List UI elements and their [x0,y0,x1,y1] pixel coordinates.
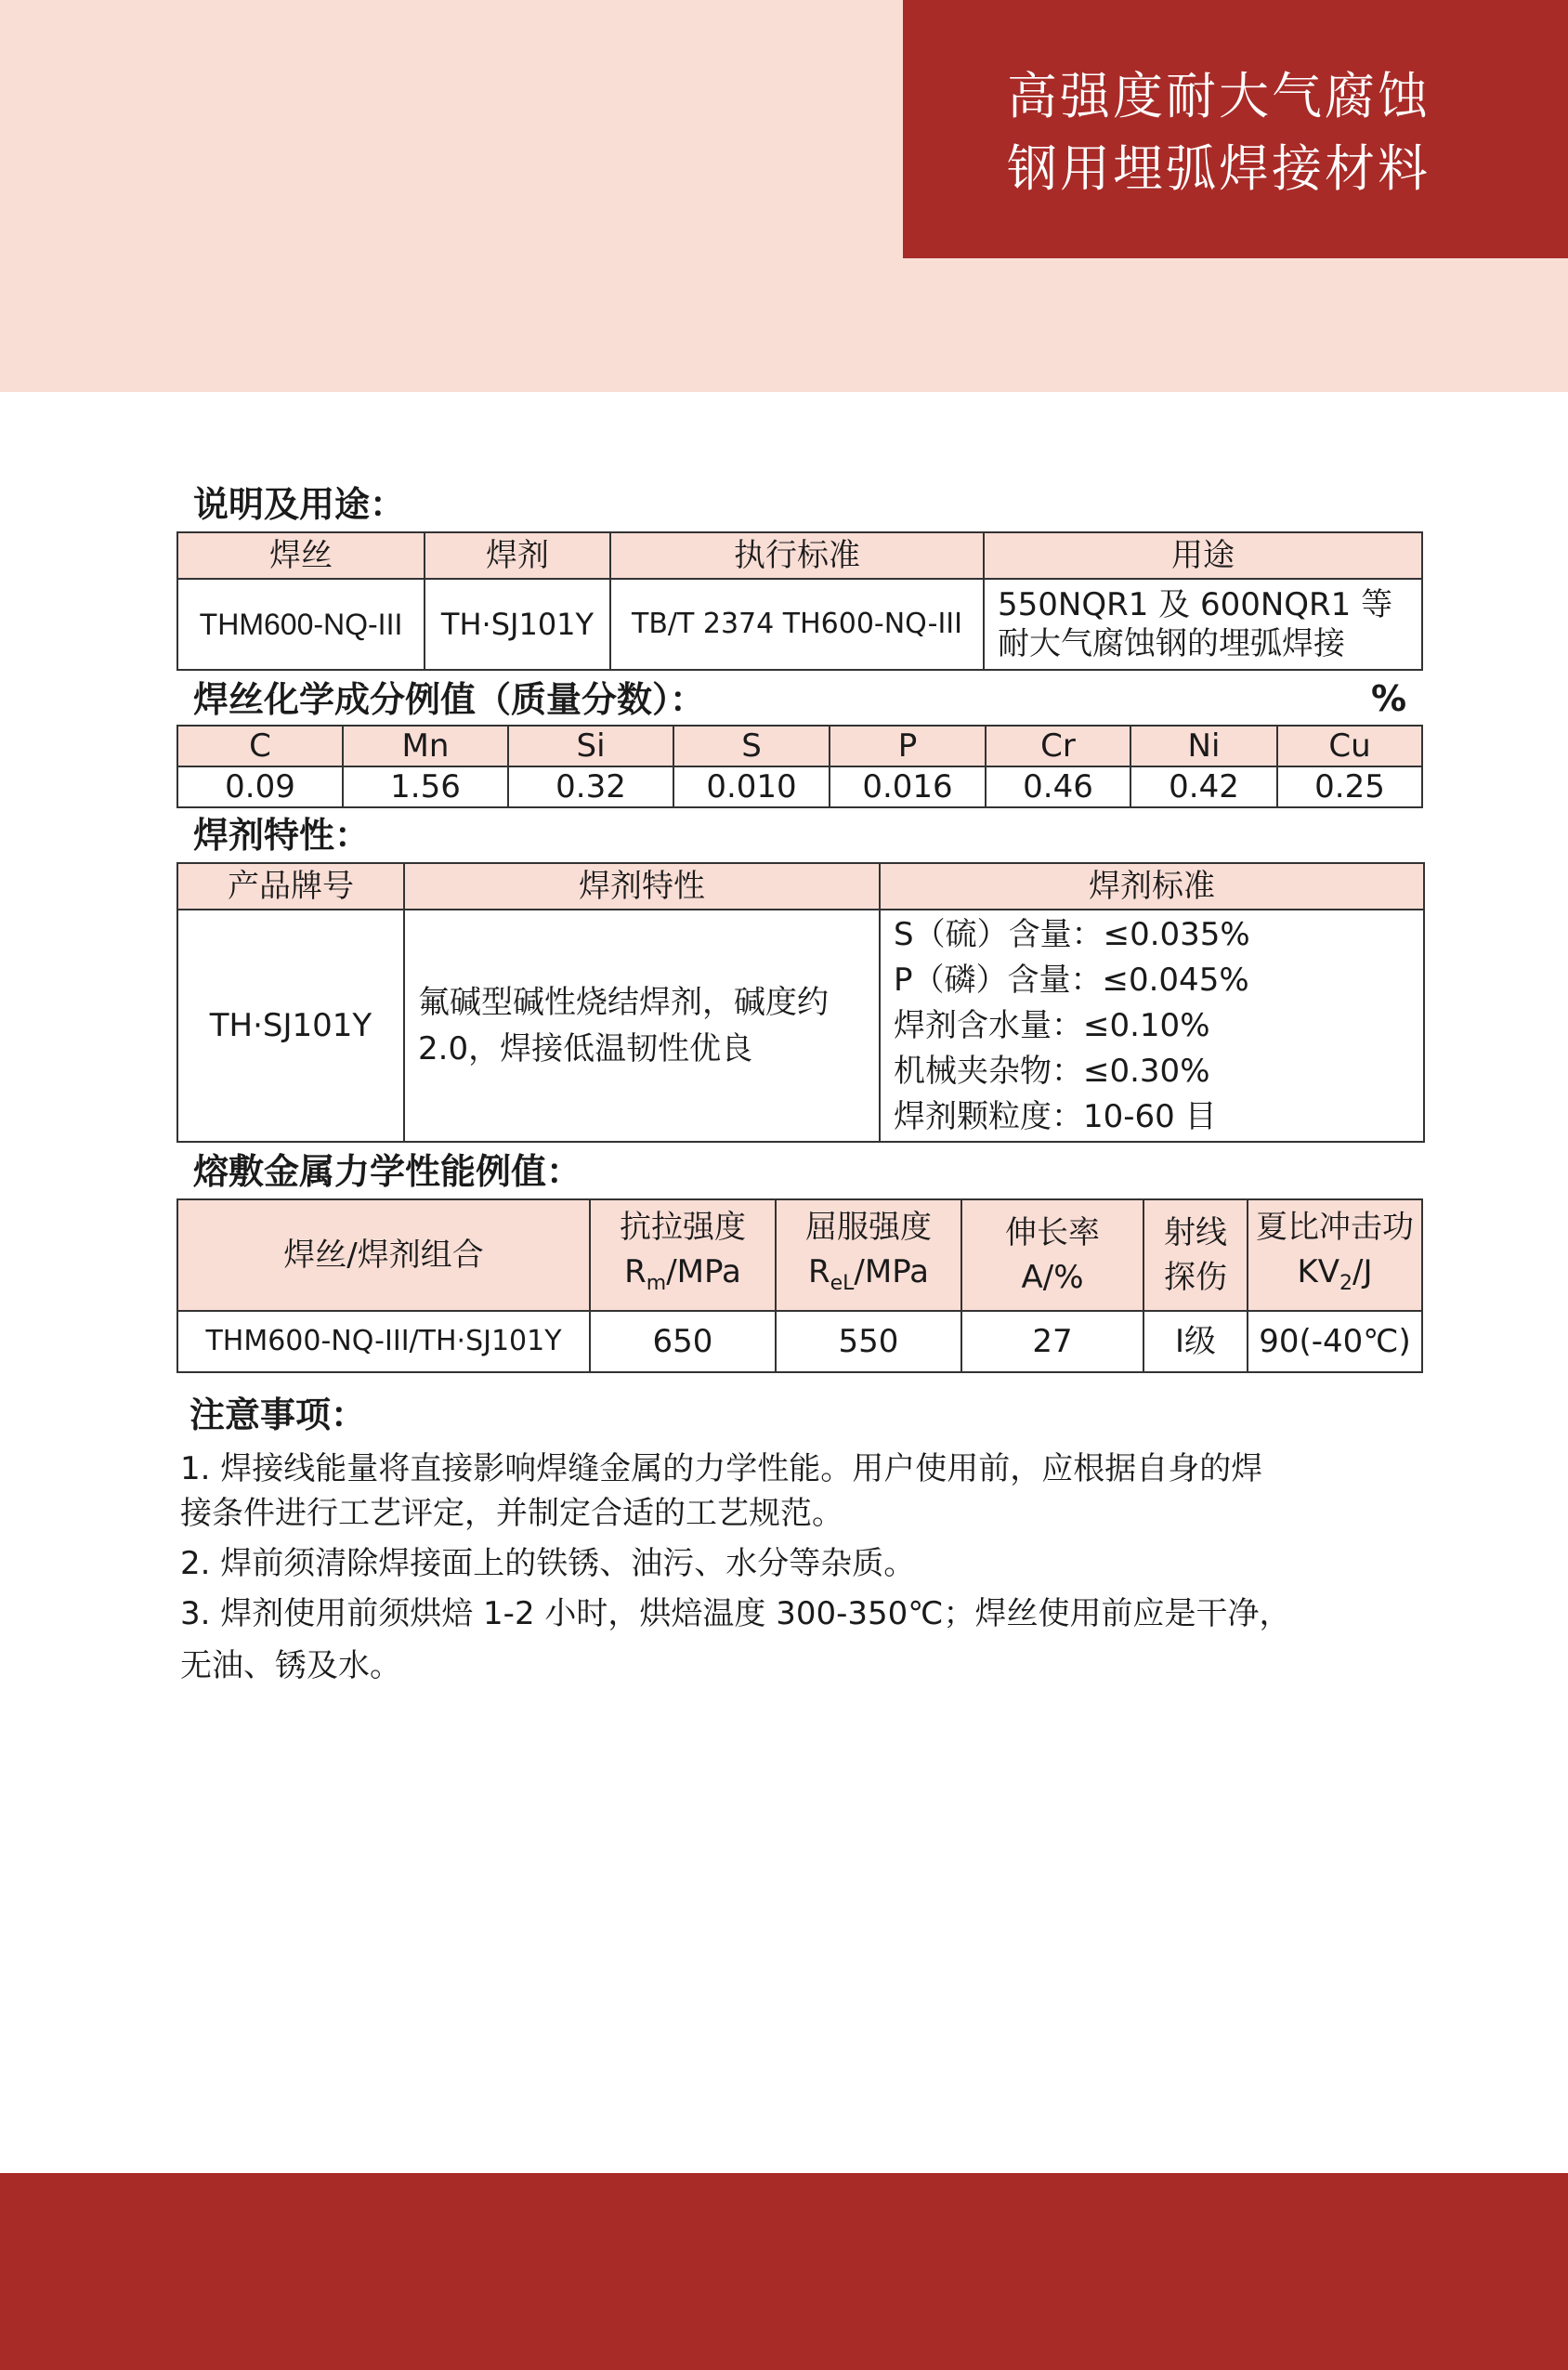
yield-symbol: R [807,1252,830,1290]
mech-impact: 90(-40℃) [1248,1311,1422,1372]
usage-standard: TB/T 2374 TH600-NQ-III [610,579,984,670]
mech-header-yield [776,1199,961,1311]
mech-header-xray-line-2: 探伤 [1164,1259,1227,1296]
flux-standards [880,910,1424,1142]
usage-header-wire: 焊丝 [177,532,425,579]
impact-subscript: 2 [1339,1271,1353,1295]
mech-header-tensile-label: 抗拉强度 [620,1208,746,1246]
mech-yield: 550 [776,1311,961,1372]
flux-property [404,910,880,1142]
usage-header-purpose: 用途 [984,532,1422,579]
title-box [903,0,1568,258]
usage-purpose-line-2: 耐大气腐蚀钢的埋弧焊接 [998,625,1345,662]
chem-value-p: 0.016 [830,766,986,807]
footer-band [0,2173,1568,2370]
chem-unit: % [1371,678,1407,719]
impact-unit-text: /J [1352,1252,1373,1290]
mech-header-impact [1248,1199,1422,1311]
flux-property-line-2: 2.0，焊接低温韧性优良 [418,1030,753,1067]
chem-element-mn: Mn [343,726,508,766]
mech-combo: THM600-NQ-III/TH·SJ101Y [177,1311,590,1372]
impact-symbol: KV [1297,1252,1340,1290]
yield-unit-text: /MPa [854,1252,930,1290]
mech-header-xray [1143,1199,1248,1311]
mech-tensile: 650 [590,1311,776,1372]
chem-element-ni: Ni [1130,726,1277,766]
flux-heading: 焊剂特性： [193,815,371,856]
note-3-line-1: 3. 焊剂使用前须烘焙 1-2 小时，烘焙温度 300-350℃；焊丝使用前应是干净， [180,1595,1291,1632]
flux-property-line-1: 氟碱型碱性烧结焊剂，碱度约 [418,984,829,1021]
usage-header-standard: 执行标准 [610,532,984,579]
usage-purpose-line-1: 550NQR1 及 600NQR1 等 [998,586,1393,623]
chem-element-c: C [177,726,343,766]
tensile-subscript: m [646,1271,667,1295]
note-1-line-2: 接条件进行工艺评定，并制定合适的工艺规范。 [180,1495,843,1532]
mech-header-yield-label: 屈服强度 [805,1208,932,1246]
title-line-1: 高强度耐大气腐蚀 [1007,67,1431,125]
chem-element-p: P [830,726,986,766]
mech-header-elongation-unit: A/% [1021,1259,1084,1296]
yield-subscript: eL [830,1271,855,1295]
notes-heading: 注意事项： [189,1395,367,1435]
mech-header-tensile-unit [591,1250,775,1306]
mech-header-tensile [590,1199,776,1311]
mech-header-impact-label: 夏比冲击功 [1256,1208,1414,1246]
title-line-2: 钢用埋弧焊接材料 [1007,139,1431,198]
mech-header-xray-line-1: 射线 [1164,1214,1227,1251]
mech-header-yield-unit [777,1250,960,1306]
usage-heading: 说明及用途： [193,484,406,525]
mech-header-combo: 焊丝/焊剂组合 [177,1199,590,1311]
mech-table [176,1198,1423,1373]
note-3-line-2: 无油、锈及水。 [180,1647,401,1684]
mech-heading: 熔敷金属力学性能例值： [193,1151,582,1192]
chem-element-si: Si [508,726,673,766]
chem-value-cu: 0.25 [1277,766,1422,807]
usage-wire: THM600-NQ-III [177,579,425,670]
flux-header-product: 产品牌号 [177,863,404,910]
usage-table [176,531,1423,671]
chem-value-mn: 1.56 [343,766,508,807]
chem-element-cr: Cr [986,726,1130,766]
usage-header-flux: 焊剂 [425,532,610,579]
mech-header-impact-unit [1248,1250,1421,1306]
flux-standard-phosphorus: P（磷）含量：≤0.045% [894,961,1249,999]
flux-table [176,862,1425,1143]
chem-element-s: S [673,726,830,766]
chem-table [176,725,1423,808]
note-2: 2. 焊前须清除焊接面上的铁锈、油污、水分等杂质。 [180,1545,916,1582]
usage-purpose [984,579,1422,670]
flux-standard-granularity: 焊剂颗粒度：10-60 目 [894,1097,1217,1135]
mech-xray: Ⅰ级 [1143,1311,1248,1372]
note-1-line-1: 1. 焊接线能量将直接影响焊缝金属的力学性能。用户使用前，应根据自身的焊 [180,1450,1263,1487]
chem-value-cr: 0.46 [986,766,1130,807]
chem-value-si: 0.32 [508,766,673,807]
chem-element-cu: Cu [1277,726,1422,766]
flux-product: TH·SJ101Y [177,910,404,1142]
tensile-symbol: R [624,1252,647,1290]
chem-value-c: 0.09 [177,766,343,807]
chem-value-ni: 0.42 [1130,766,1277,807]
flux-standard-moisture: 焊剂含水量：≤0.10% [894,1006,1210,1044]
mech-elongation: 27 [961,1311,1143,1372]
flux-standard-sulfur: S（硫）含量：≤0.035% [894,915,1250,953]
flux-header-property: 焊剂特性 [404,863,880,910]
usage-flux: TH·SJ101Y [425,579,610,670]
flux-header-standard: 焊剂标准 [880,863,1424,910]
mech-header-elongation-label: 伸长率 [1005,1214,1100,1251]
chem-heading: 焊丝化学成分例值（质量分数）： [193,679,706,720]
chem-value-s: 0.010 [673,766,830,807]
tensile-unit-text: /MPa [666,1252,741,1290]
mech-header-elongation [961,1199,1143,1311]
flux-standard-impurities: 机械夹杂物：≤0.30% [894,1052,1210,1090]
